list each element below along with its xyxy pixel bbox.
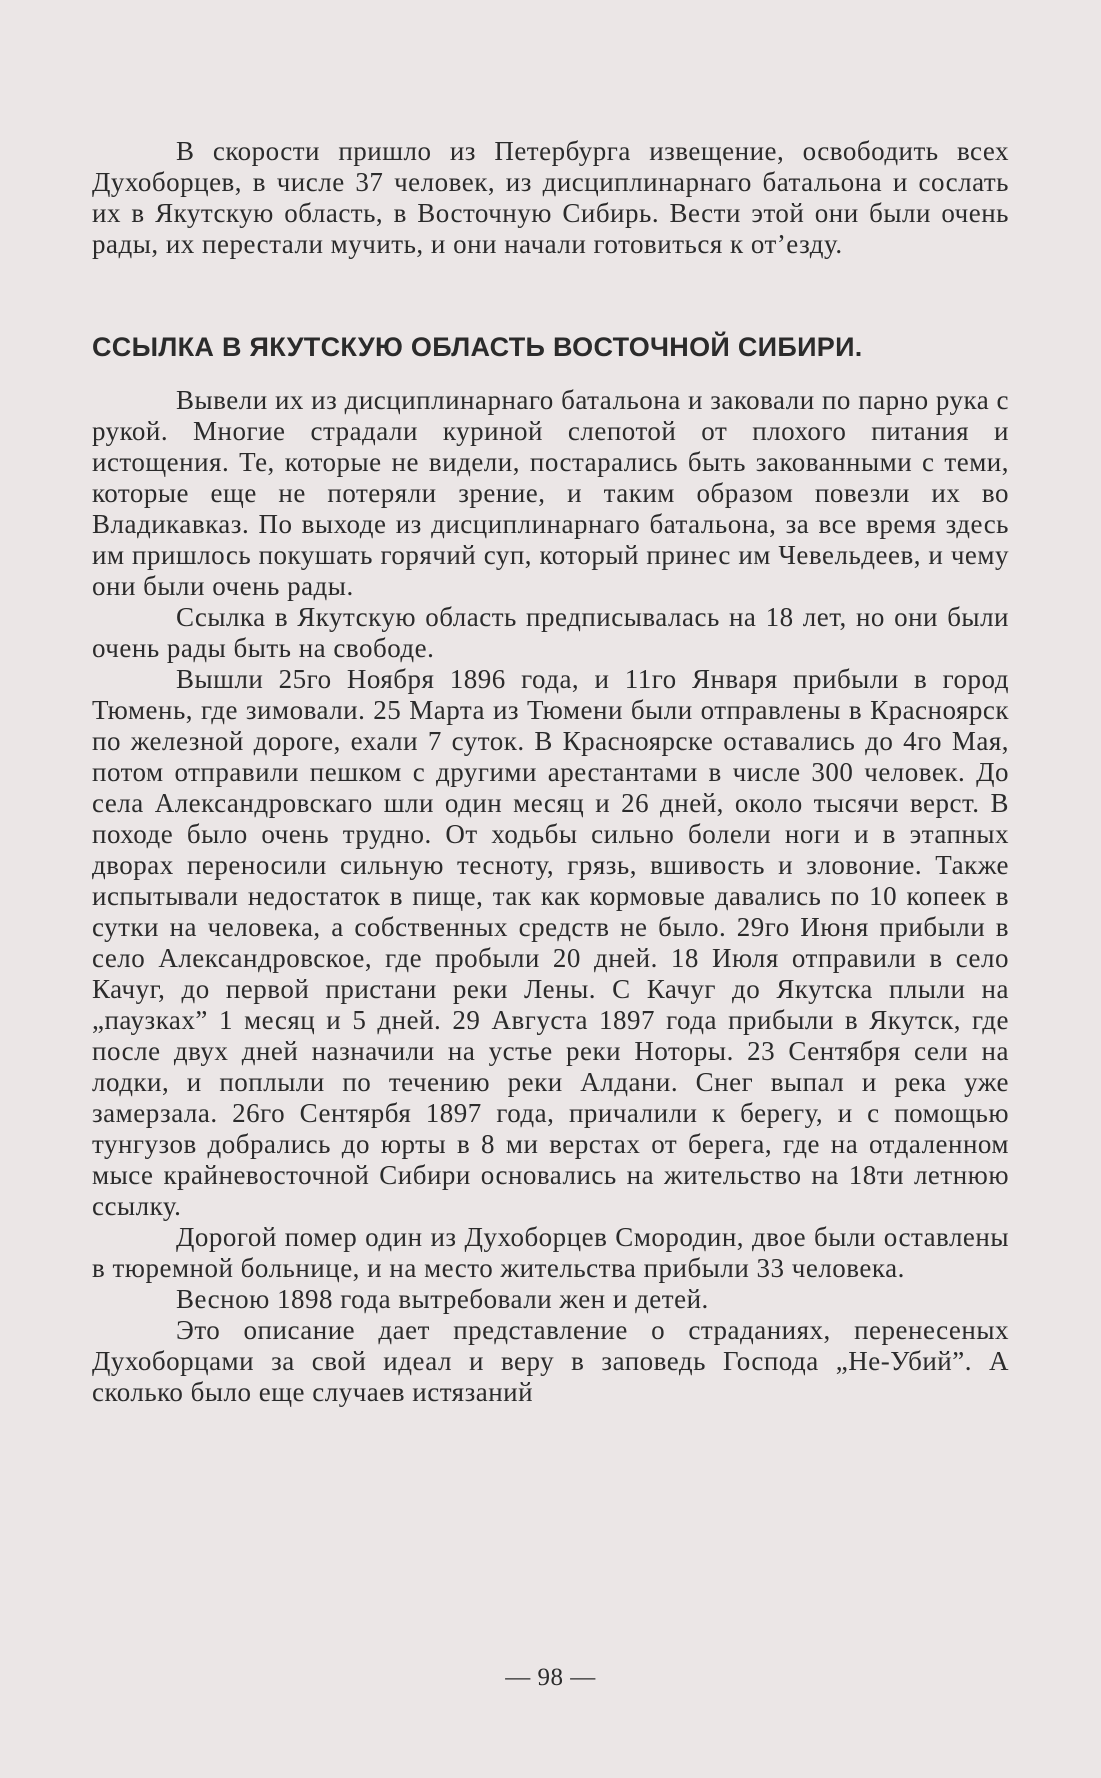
body-paragraph: Дорогой помер один из Духоборцев Смородин, двое были оставлены в тюремной больнице, и на место жительства прибыли 33 человека. xyxy=(92,1222,1009,1283)
section-body xyxy=(92,385,1009,1408)
section-heading: ССЫЛКА В ЯКУТСКУЮ ОБЛАСТЬ ВОСТОЧНОЙ СИБИРИ. xyxy=(92,332,863,362)
page-number: — 98 — xyxy=(505,1664,596,1691)
body-paragraph: Ссылка в Якутскую область предписывалась на 18 лет, но они были очень рады быть на свободе. xyxy=(92,602,1009,663)
intro-paragraph: В скорости пришло из Петербурга извещение, освободить всех Духоборцев, в числе 37 человек, из дисциплинарнаго батальона и сослать их в Якутскую область, в Восточную Сибирь. Вести этой они были очень рады, их перестали мучить, и они начали готовиться к от’езду. xyxy=(92,136,1009,259)
body-paragraph: Вывели их из дисциплинарнаго батальона и заковали по парно рука с рукой. Многие страдали куриной слепотой от плохого питания и истощения. Те, которые не видели, постарались быть закованными с теми, которые еще не потеряли зрение, и таким образом повезли их во Владикавказ. По выходе из дисциплинарнаго батальона, за все время здесь им пришлось покушать горячий суп, который принес им Чевельдеев, и чему они были очень рады. xyxy=(92,385,1009,601)
body-paragraph: Весною 1898 года вытребовали жен и детей. xyxy=(176,1284,709,1314)
intro-text xyxy=(92,136,1009,260)
body-paragraph: Вышли 25го Ноября 1896 года, и 11го Января прибыли в город Тюмень, где зимовали. 25 Марта из Тюмени были отправлены в Красноярск по железной дороге, ехали 7 суток. В Красноярске оставались до 4го Мая, потом отправили пешком с другими арестантами в числе 300 человек. До села Александровскаго шли один месяц и 26 дней, около тысячи верст. В походе было очень трудно. От ходьбы сильно болели ноги и в этапных дворах переносили сильную тесноту, грязь, вшивость и зловоние. Также испытывали недостаток в пище, так как кормовые давались по 10 копеек в сутки на человека, а собственных средств не было. 29го Июня прибыли в село Александровское, где пробыли 20 дней. 18 Июля отправили в село Качуг, до первой пристани реки Лены. С Качуг до Якутска плыли на „паузках” 1 месяц и 5 дней. 29 Августа 1897 года прибыли в Якутск, где после двух дней назначили на устье реки Ноторы. 23 Сентября сели на лодки, и поплыли по течению реки Алдани. Снег выпал и река уже замерзала. 26го Сентярбя 1897 года, причалили к берегу, и с помощью тунгузов добрались до юрты в 8 ми верстах от берега, где на отдаленном мысе крайневосточной Сибири основались на жительство на 18ти летнюю ссылку. xyxy=(92,664,1009,1221)
body-paragraph: Это описание дает представление о страданиях, перенесеных Духоборцами за свой идеал и веру в заповедь Господа „Не-Убий”. А сколько было еще случаев истязаний xyxy=(92,1315,1009,1407)
